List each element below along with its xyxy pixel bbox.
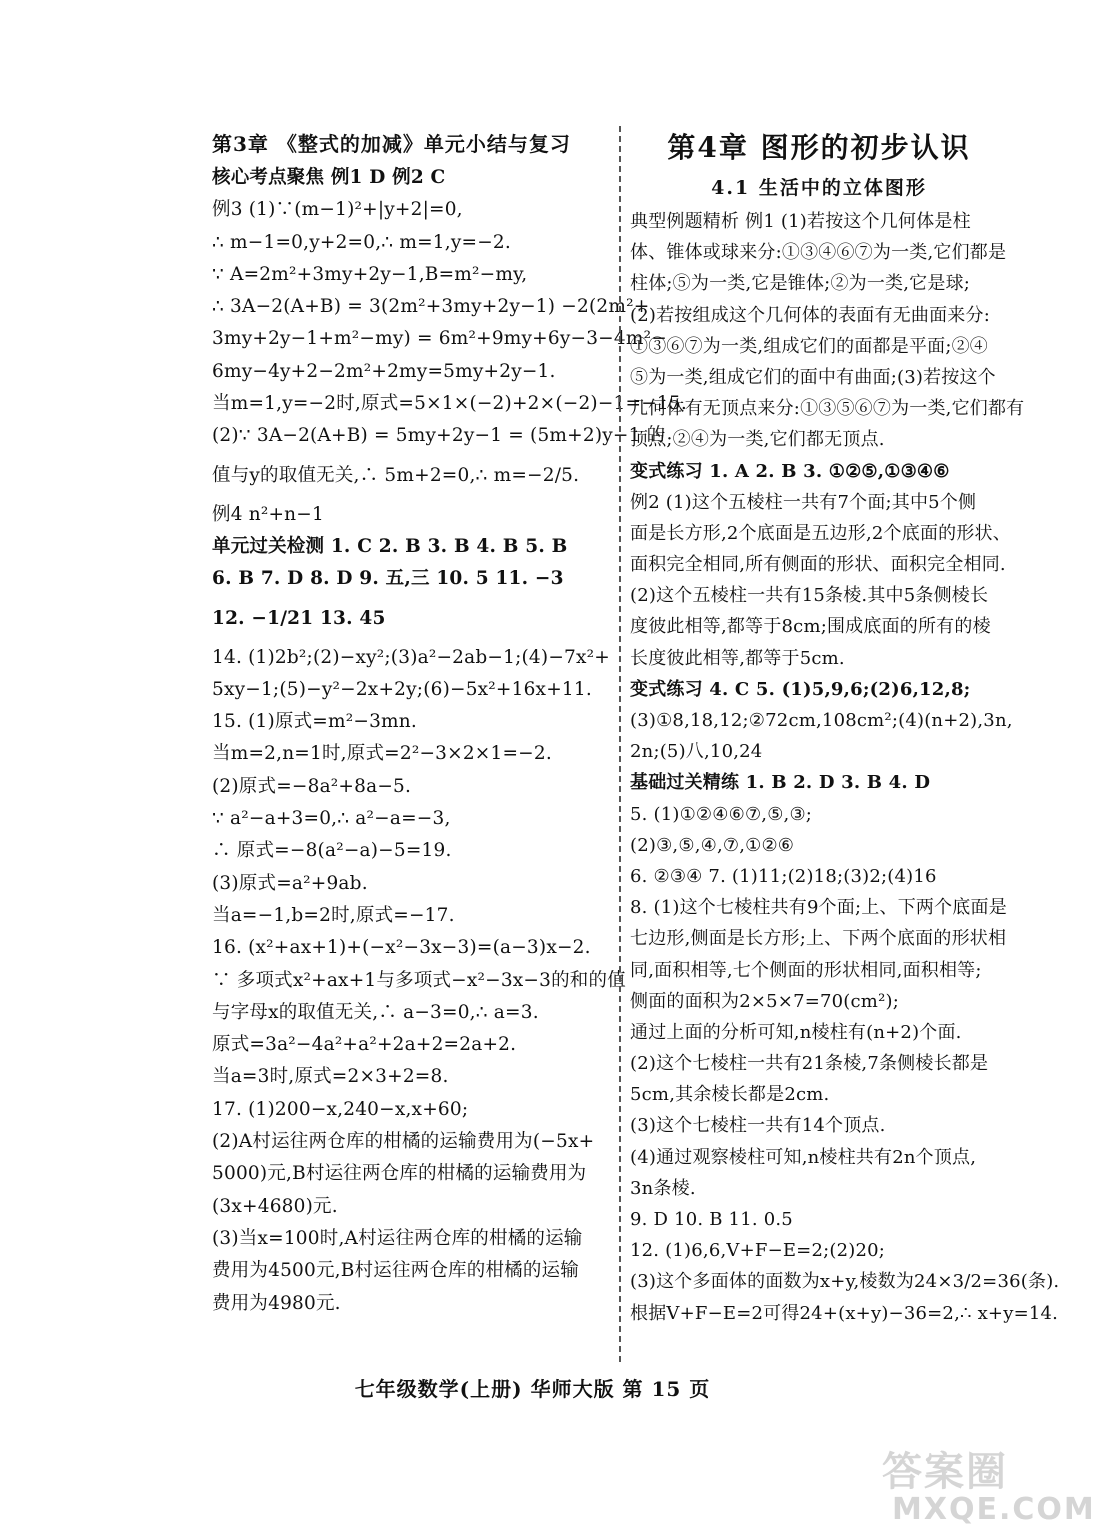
text-line: 基础过关精练 1. B 2. D 3. B 4. D: [630, 772, 931, 794]
text-line: 同,面积相等,七个侧面的形状相同,面积相等;: [630, 959, 982, 981]
text-line: 8. (1)这个七棱柱共有9个面;上、下两个底面是: [630, 897, 1007, 919]
text-line: 16. (x²+ax+1)+(−x²−3x−3)=(a−3)x−2.: [212, 937, 591, 959]
text-line: 例4 n²+n−1: [212, 503, 324, 525]
text-line: 根据V+F−E=2可得24+(x+y)−36=2,∴ x+y=14.: [630, 1302, 1059, 1324]
text-line: 原式=3a²−4a²+a²+2a+2=2a+2.: [212, 1034, 517, 1056]
watermark-text-bottom: MXQE.COM: [892, 1492, 1096, 1527]
text-line: ∵ a²−a+3=0,∴ a²−a=−3,: [212, 808, 451, 830]
text-line: ⑤为一类,组成它们的面中有曲面;(3)若按这个: [630, 366, 996, 388]
text-line: ∵ 多项式x²+ax+1与多项式−x²−3x−3的和的值: [212, 969, 626, 991]
text-line: ∴ m−1=0,y+2=0,∴ m=1,y=−2.: [212, 231, 511, 253]
text-line: ①③⑥⑦为一类,组成它们的面都是平面;②④: [630, 335, 988, 357]
text-line: 3n条棱.: [630, 1177, 696, 1199]
text-line: (3)这个多面体的面数为x+y,棱数为24×3/2=36(条).: [630, 1271, 1060, 1293]
text-line: 变式练习 4. C 5. (1)5,9,6;(2)6,12,8;: [630, 678, 971, 700]
page-footer: 七年级数学(上册) 华师大版 第 15 页: [354, 1377, 711, 1401]
text-line: 体、锥体或球来分:①③④⑥⑦为一类,它们都是: [630, 242, 1007, 264]
text-line: 当m=1,y=−2时,原式=5×1×(−2)+2×(−2)−1=−15.: [212, 393, 687, 415]
right-column: [630, 126, 1060, 1329]
text-line: 12. −1/21 13. 45: [212, 607, 386, 629]
text-line: 5. (1)①②④⑥⑦,⑤,③;: [630, 803, 813, 825]
text-line: (2)这个五棱柱一共有15条棱.其中5条侧棱长: [630, 585, 989, 607]
chapter3-heading: 第3章 《整式的加减》单元小结与复习: [212, 132, 571, 156]
text-line: 例3 (1)∵(m−1)²+|y+2|=0,: [212, 199, 463, 221]
text-line: (2)A村运往两仓库的柑橘的运输费用为(−5x+: [212, 1131, 595, 1153]
text-line: 14. (1)2b²;(2)−xy²;(3)a²−2ab−1;(4)−7x²+: [212, 646, 610, 668]
text-line: (3)原式=a²+9ab.: [212, 872, 368, 894]
text-line: 典型例题精析 例1 (1)若按这个几何体是柱: [630, 211, 971, 232]
text-line: 长度彼此相等,都等于5cm.: [630, 647, 845, 669]
text-line: 5cm,其余棱长都是2cm.: [630, 1084, 830, 1106]
text-line: 费用为4980元.: [212, 1292, 341, 1314]
text-line: 3my+2y−1+m²−my) = 6m²+9my+6y−3−4m²−: [212, 328, 667, 350]
text-line: (2)这个七棱柱一共有21条棱,7条侧棱长都是: [630, 1053, 989, 1075]
watermark-text-top: 答案圈: [882, 1449, 1008, 1495]
text-line: 核心考点聚焦 例1 D 例2 C: [212, 167, 446, 188]
text-line: ∴ 3A−2(A+B) = 3(2m²+3my+2y−1) −2(2m²+: [212, 296, 650, 318]
text-line: 5xy−1;(5)−y²−2x+2y;(6)−5x²+16x+11.: [212, 678, 592, 700]
text-line: (4)通过观察棱柱可知,n棱柱共有2n个顶点,: [630, 1146, 977, 1168]
text-line: 通过上面的分析可知,n棱柱有(n+2)个面.: [630, 1021, 962, 1043]
text-line: 15. (1)原式=m²−3mn.: [212, 711, 417, 733]
text-line: ∵ A=2m²+3my+2y−1,B=m²−my,: [212, 263, 528, 285]
text-line: 2n;(5)八,10,24: [630, 741, 763, 763]
text-line: 例2 (1)这个五棱柱一共有7个面;其中5个侧: [630, 491, 977, 513]
text-line: (3)①8,18,12;②72cm,108cm²;(4)(n+2),3n,: [630, 710, 1013, 731]
text-line: 值与y的取值无关,∴ 5m+2=0,∴ m=−2/5.: [212, 464, 580, 486]
text-line: 几何体有无顶点来分:①③⑤⑥⑦为一类,它们都有: [630, 398, 1025, 420]
text-line: 面是长方形,2个底面是五边形,2个底面的形状、: [630, 522, 1011, 544]
column-divider: [619, 126, 621, 1362]
text-line: 单元过关检测 1. C 2. B 3. B 4. B 5. B: [212, 535, 568, 557]
text-line: ∴ 原式=−8(a²−a)−5=19.: [212, 840, 452, 862]
text-line: 七边形,侧面是长方形;上、下两个底面的形状相: [630, 928, 1007, 950]
watermark-logo: [874, 1440, 1096, 1536]
text-line: 6. ②③④ 7. (1)11;(2)18;(3)2;(4)16: [630, 865, 937, 887]
text-line: 当m=2,n=1时,原式=2²−3×2×1=−2.: [212, 743, 552, 765]
section-heading: 4.1 生活中的立体图形: [711, 177, 927, 199]
text-line: 顶点;②④为一类,它们都无顶点.: [630, 429, 885, 451]
text-line: 5000)元,B村运往两仓库的柑橘的运输费用为: [212, 1163, 587, 1185]
text-line: 当a=3时,原式=2×3+2=8.: [212, 1066, 449, 1088]
text-line: (3)这个七棱柱一共有14个顶点.: [630, 1115, 886, 1137]
text-line: 柱体;⑤为一类,它是锥体;②为一类,它是球;: [630, 273, 971, 295]
text-line: (3x+4680)元.: [212, 1195, 338, 1217]
chapter4-heading: 第4章 图形的初步认识: [667, 131, 971, 164]
text-line: 9. D 10. B 11. 0.5: [630, 1209, 793, 1230]
text-line: (2)原式=−8a²+8a−5.: [212, 775, 412, 797]
text-line: (3)当x=100时,A村运往两仓库的柑橘的运输: [212, 1227, 583, 1249]
text-line: 侧面的面积为2×5×7=70(cm²);: [630, 990, 899, 1012]
text-line: 12. (1)6,6,V+F−E=2;(2)20;: [630, 1240, 886, 1262]
text-line: 度彼此相等,都等于8cm;围成底面的所有的棱: [630, 616, 991, 638]
text-line: (2)若按组成这个几何体的表面有无曲面来分:: [630, 304, 990, 326]
text-line: 费用为4500元,B村运往两仓库的柑橘的运输: [212, 1260, 579, 1282]
text-line: 6. B 7. D 8. D 9. 五,三 10. 5 11. −3: [212, 568, 564, 590]
text-line: 面积完全相同,所有侧面的形状、面积完全相同.: [630, 554, 1006, 576]
text-line: 当a=−1,b=2时,原式=−17.: [212, 904, 455, 926]
text-line: (2)∵ 3A−2(A+B) = 5my+2y−1 = (5m+2)y−1 的: [212, 425, 666, 447]
text-line: 变式练习 1. A 2. B 3. ①②⑤,①③④⑥: [630, 460, 950, 482]
text-line: (2)③,⑤,④,⑦,①②⑥: [630, 834, 795, 856]
text-line: 17. (1)200−x,240−x,x+60;: [212, 1098, 469, 1120]
text-line: 6my−4y+2−2m²+2my=5my+2y−1.: [212, 360, 556, 382]
text-line: 与字母x的取值无关,∴ a−3=0,∴ a=3.: [212, 1001, 539, 1023]
